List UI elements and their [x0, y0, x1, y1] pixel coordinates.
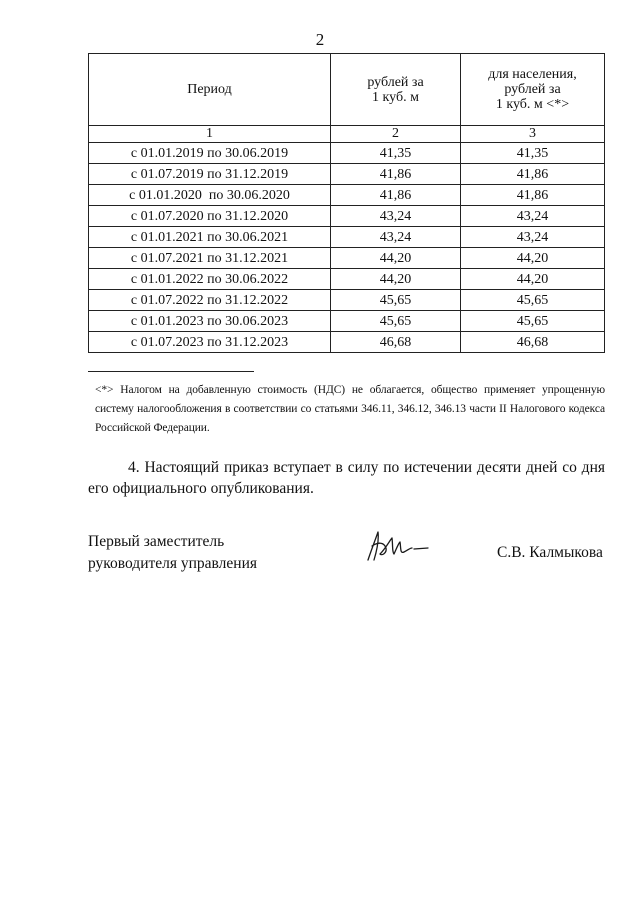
- table-row: [89, 227, 605, 248]
- period-cell: с 01.01.2023 по 30.06.2023: [89, 311, 331, 332]
- period-cell: с 01.07.2023 по 31.12.2023: [89, 332, 331, 353]
- rate-cell: 41,35: [331, 143, 461, 164]
- footnote-separator: [88, 371, 254, 372]
- header-rate-population-line-3: 1 куб. м <*>: [495, 97, 570, 112]
- table-row: [89, 206, 605, 227]
- rate-population-cell: 43,24: [461, 206, 605, 227]
- page-number: 2: [315, 30, 325, 49]
- footnote-text: <*> Налогом на добавленную стоимость (НДС) не облагается, общество применяет упрощенную систему налогообложения в соответствии со статьями 346.11, 346.12, 346.13 части II Налогового кодекса Российской Федерации.: [95, 384, 605, 434]
- rate-cell: 45,65: [331, 290, 461, 311]
- rate-population-cell: 41,35: [461, 143, 605, 164]
- rate-population-cell: 45,65: [461, 311, 605, 332]
- period-cell: с 01.01.2022 по 30.06.2022: [89, 269, 331, 290]
- period-cell: с 01.01.2019 по 30.06.2019: [89, 143, 331, 164]
- column-number: 2: [331, 126, 461, 143]
- rate-population-cell: 41,86: [461, 185, 605, 206]
- header-rate-population-line-1: для населения,: [488, 67, 577, 82]
- table-header-row: [89, 54, 605, 126]
- table-row: [89, 290, 605, 311]
- rate-population-cell: 44,20: [461, 248, 605, 269]
- table-row: [89, 311, 605, 332]
- header-rate-population-line-2: рублей за: [504, 82, 561, 97]
- table-row: [89, 164, 605, 185]
- table-row: [89, 248, 605, 269]
- signer-position-line-1: Первый заместитель: [88, 533, 225, 550]
- period-cell: с 01.07.2020 по 31.12.2020: [89, 206, 331, 227]
- column-number: 1: [89, 126, 331, 143]
- table-row: [89, 185, 605, 206]
- period-cell: с 01.07.2022 по 31.12.2022: [89, 290, 331, 311]
- rate-cell: 44,20: [331, 248, 461, 269]
- rate-cell: 45,65: [331, 311, 461, 332]
- effective-date-paragraph: 4. Настоящий приказ вступает в силу по истечении десяти дней со дня его официального опубликования.: [88, 459, 605, 497]
- period-cell: с 01.07.2021 по 31.12.2021: [89, 248, 331, 269]
- rate-cell: 43,24: [331, 206, 461, 227]
- signer-name: С.В. Калмыкова: [497, 544, 603, 561]
- rate-cell: 41,86: [331, 164, 461, 185]
- rate-cell: 43,24: [331, 227, 461, 248]
- rate-population-cell: 44,20: [461, 269, 605, 290]
- rate-cell: 44,20: [331, 269, 461, 290]
- table-row: [89, 332, 605, 353]
- signer-position-line-2: руководителя управления: [88, 555, 258, 572]
- header-period: Период: [89, 54, 331, 126]
- column-number-row: [89, 126, 605, 143]
- tariff-table: [88, 53, 605, 353]
- rate-cell: 46,68: [331, 332, 461, 353]
- period-cell: с 01.07.2019 по 31.12.2019: [89, 164, 331, 185]
- signer-position: [88, 531, 257, 575]
- table-row: [89, 143, 605, 164]
- table-row: [89, 269, 605, 290]
- rate-population-cell: 43,24: [461, 227, 605, 248]
- header-rate: [331, 54, 461, 126]
- column-number: 3: [461, 126, 605, 143]
- header-rate-line-2: 1 куб. м: [372, 89, 419, 105]
- rate-population-cell: 45,65: [461, 290, 605, 311]
- rate-population-cell: 46,68: [461, 332, 605, 353]
- period-cell: с 01.01.2021 по 30.06.2021: [89, 227, 331, 248]
- header-rate-line-1: рублей за: [367, 74, 424, 90]
- period-cell: с 01.01.2020 по 30.06.2020: [89, 185, 331, 206]
- header-rate-population: [461, 54, 605, 126]
- rate-population-cell: 41,86: [461, 164, 605, 185]
- handwritten-signature: [362, 526, 432, 566]
- rate-cell: 41,86: [331, 185, 461, 206]
